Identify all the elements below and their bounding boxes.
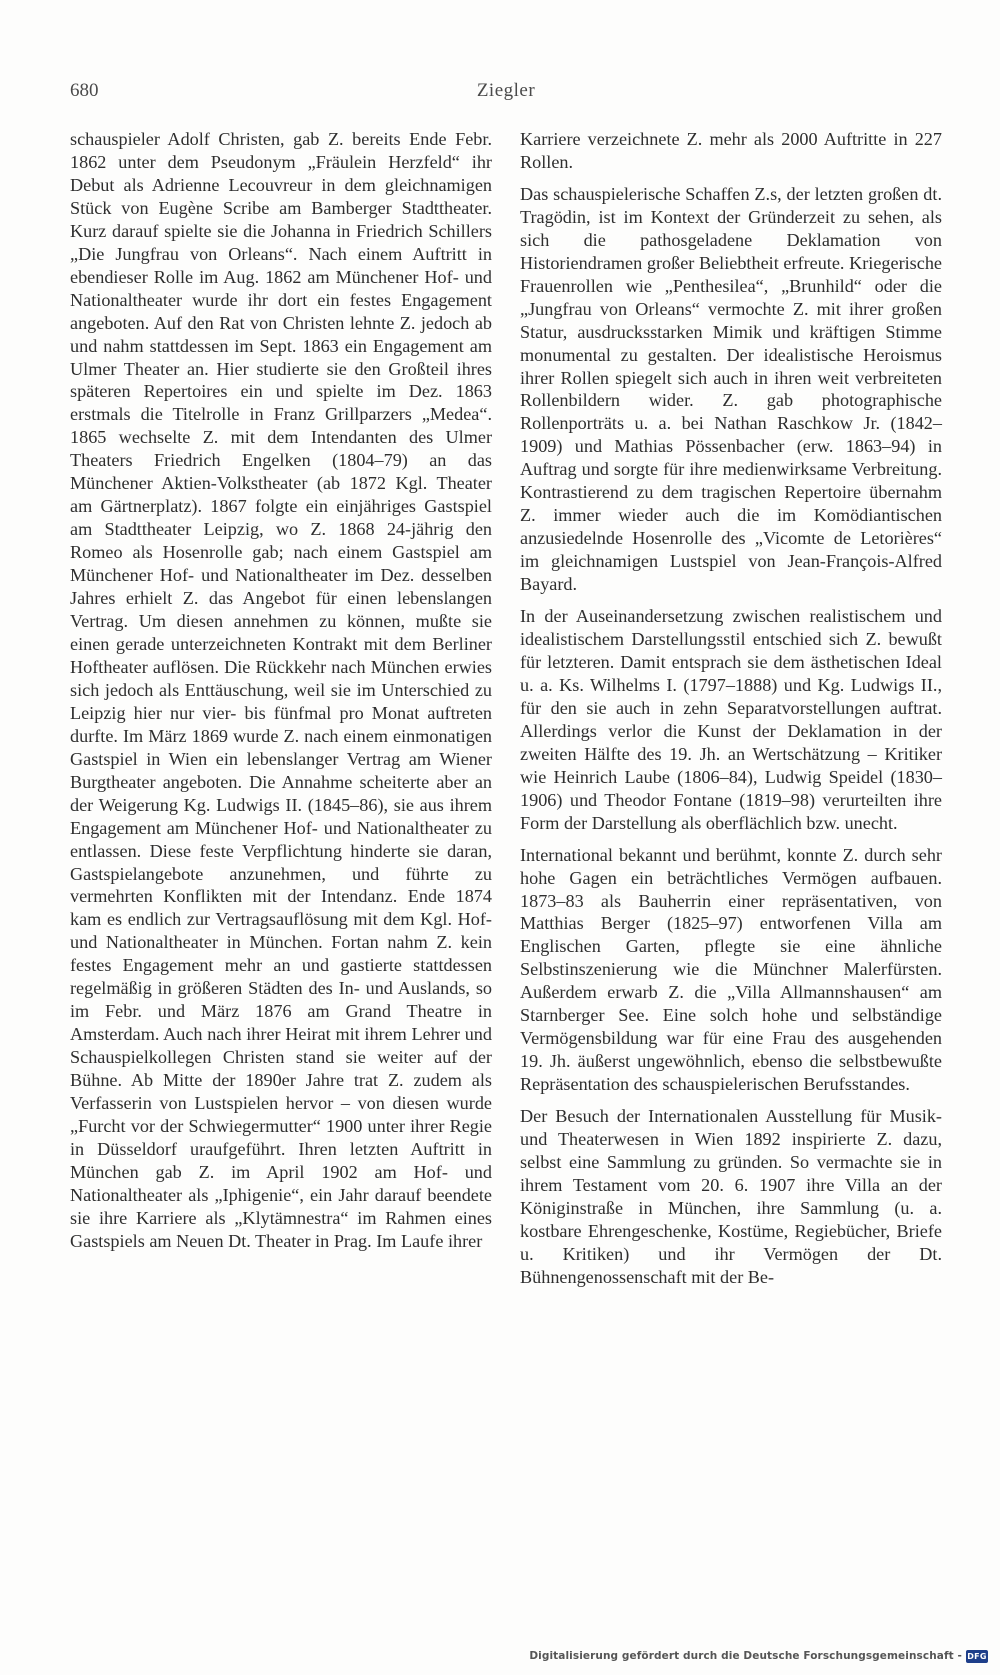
right-column-paragraph-5: Der Besuch der Internationalen Ausstellung für Musik- und Theaterwesen in Wien 1892 inspirierte Z. dazu, selbst eine Sammlung zu gründen. So vermachte sie in ihrem Testament vom 20. 6. 1907 ihre Villa an der Königinstraße in München, ihre Sammlung (u. a. kostbare Ehrengeschenke, Kostüme, Regiebücher, Briefe u. Kritiken) und ihr Vermögen der Dt. Bühnengenossenschaft mit der Be- — [520, 1106, 942, 1287]
digitization-footer — [529, 1647, 988, 1665]
footer-credit-text: Digitalisierung gefördert durch die Deutsche Forschungsgemeinschaft - — [529, 1650, 962, 1662]
left-column — [70, 128, 492, 1253]
right-column — [520, 128, 942, 1289]
running-head: Ziegler — [476, 80, 536, 101]
page-header — [70, 80, 942, 110]
right-column-paragraph-3: In der Auseinandersetzung zwischen realistischem und idealistischem Darstellungsstil entschied sich Z. bewußt für letzteren. Damit entsprach sie dem ästhetischen Ideal u. a. Ks. Wilhelms I. (1797–1888) und Kg. Ludwigs II., für den sie auch in zehn Separatvorstellungen auftrat. Allerdings verlor die Kunst der Deklamation in der zweiten Hälfte des 19. Jh. an Wertschätzung – Kritiker wie Heinrich Laube (1806–84), Ludwig Speidel (1830–1906) und Theodor Fontane (1819–98) verurteilten ihre Form der Darstellung als oberflächlich bzw. unecht. — [520, 606, 942, 833]
left-column-paragraph: schauspieler Adolf Christen, gab Z. bereits Ende Febr. 1862 unter dem Pseudonym „Fräulein Herzfeld“ ihr Debut als Adrienne Lecouvreur in dem gleichnamigen Stück von Eugène Scribe am Bamberger Stadttheater. Kurz darauf spielte sie die Johanna in Friedrich Schillers „Die Jungfrau von Orleans“. Nach einem Auftritt in ebendieser Rolle im Aug. 1862 am Münchener Hof- und Nationaltheater wurde ihr dort ein festes Engagement angeboten. Auf den Rat von Christen lehnte Z. jedoch ab und nahm stattdessen im Sept. 1863 ein Engagement am Ulmer Theater an. Hier studierte sie den Großteil ihres späteren Repertoires ein und spielte im Dez. 1863 erstmals die Titelrolle in Franz Grillparzers „Medea“. 1865 wechselte Z. mit dem Intendanten des Ulmer Theaters Friedrich Engelken (1804–79) an das Münchener Aktien-Volkstheater (ab 1872 Kgl. Theater am Gärtnerplatz). 1867 folgte ein einjähriges Gastspiel am Stadttheater Leipzig, wo Z. 1868 24-jährig den Romeo als Hosenrolle gab; nach einem Gastspiel am Münchener Hof- und Nationaltheater im Dez. desselben Jahres erhielt Z. das Angebot für einen lebenslangen Vertrag. Um diesen annehmen zu können, mußte sie einen gerade unterzeichneten Kontrakt mit dem Berliner Hoftheater auflösen. Die Rückkehr nach München erwies sich jedoch als Enttäuschung, weil sie im Unterschied zu Leipzig hier nur vier- bis fünfmal pro Monat auftreten durfte. Im März 1869 wurde Z. nach einem einmonatigen Gastspiel in Wien ein lebenslanger Vertrag am Wiener Burgtheater angeboten. Die Annahme scheiterte aber an der Weigerung Kg. Ludwigs II. (1845–86), sie aus ihrem Engagement am Münchener Hof- und Nationaltheater zu entlassen. Diese feste Verpflichtung hinderte sie daran, Gastspielangebote anzunehmen, und führte zu vermehrten Konflikten mit der Intendanz. Ende 1874 kam es endlich zur Vertragsauflösung mit dem Kgl. Hof- und Nationaltheater in München. Fortan nahm Z. kein festes Engagement mehr an und gastierte stattdessen regelmäßig in größeren Städten des In- und Auslands, so im Febr. und März 1876 am Grand Theatre in Amsterdam. Auch nach ihrer Heirat mit ihrem Lehrer und Schauspielkollegen Christen stand sie weiter auf der Bühne. Ab Mitte der 1890er Jahre trat Z. zudem als Verfasserin von Lustspielen hervor – von diesen wurde „Furcht vor der Schwiegermutter“ 1900 unter ihrer Regie in Düsseldorf uraufgeführt. Ihren letzten Auftritt in München gab Z. im April 1902 am Hof- und Nationaltheater als „Iphigenie“, ein Jahr darauf beendete sie ihre Karriere als „Klytämnestra“ im Rahmen eines Gastspiels am Neuen Dt. Theater in Prag. Im Laufe ihrer — [70, 129, 492, 1251]
right-column-paragraph-1: Karriere verzeichnete Z. mehr als 2000 Auftritte in 227 Rollen. — [520, 129, 942, 172]
right-column-paragraph-2: Das schauspielerische Schaffen Z.s, der letzten großen dt. Tragödin, ist im Kontext der Gründerzeit zu sehen, als sich die pathosgeladene Deklamation von Historiendramen großer Beliebtheit erfreute. Kriegerische Frauenrollen wie „Penthesilea“, „Brunhild“ oder die „Jungfrau von Orleans“ vermochte Z. mit ihrer großen Statur, ausdrucksstarken Mimik und kräftigen Stimme monumental zu gestalten. Der idealistische Heroismus ihrer Rollen spiegelt sich auch in ihren weit verbreiteten Rollenbildern wider. Z. gab photographische Rollenporträts u. a. bei Nathan Raschkow Jr. (1842–1909) und Mathias Pössenbacher (erw. 1863–94) in Auftrag und sorgte für ihre medienwirksame Verbreitung. Kontrastierend zu dem tragischen Repertoire übernahm Z. immer wieder auch die im Komödiantischen anzusiedelnde Hosenrolle des „Vicomte de Letorières“ im gleichnamigen Lustspiel von Jean-François-Alfred Bayard. — [520, 183, 942, 595]
dfg-logo-icon: DFG — [967, 1651, 987, 1661]
page-number: 680 — [70, 80, 99, 101]
right-column-paragraph-4: International bekannt und berühmt, konnte Z. durch sehr hohe Gagen ein beträchtliches Vermögen aufbauen. 1873–83 als Bauherrin einer repräsentativen, von Matthias Berger (1825–97) entworfenen Villa am Englischen Garten, pflegte sie eine ähnliche Selbstinszenierung wie die Münchner Malerfürsten. Außerdem erwarb Z. die „Villa Allmannshausen“ am Starnberger See. Eine solch hohe und selbständige Vermögensbildung war für eine Frau des ausgehenden 19. Jh. äußerst ungewöhnlich, ebenso die selbstbewußte Repräsentation des schauspielerischen Berufsstandes. — [520, 844, 942, 1095]
